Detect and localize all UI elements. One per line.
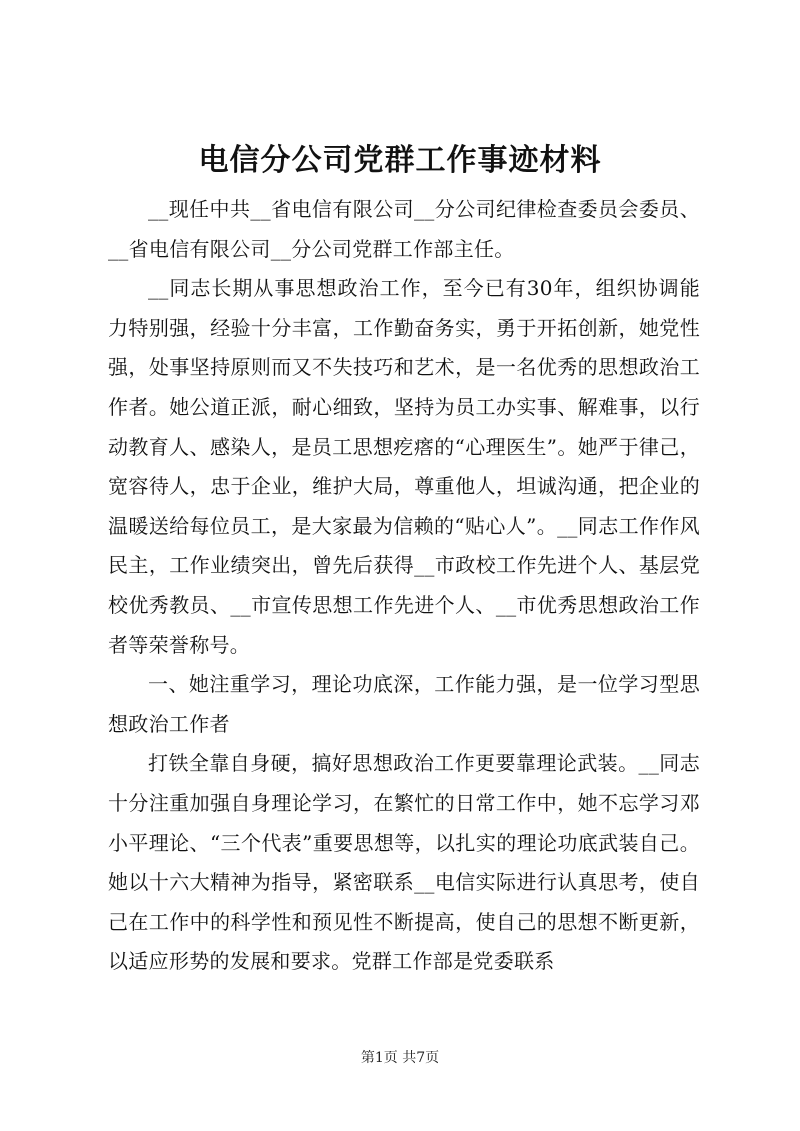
section-heading-1: 一、她注重学习，理论功底深，工作能力强，是一位学习型思想政治工作者: [108, 672, 700, 736]
document-body: [108, 190, 700, 982]
paragraph-study: 打铁全靠自身硬，搞好思想政治工作更要靠理论武装。__同志十分注重加强自身理论学习，在繁忙的日常工作中，她不忘学习邓小平理论、“三个代表”重要思想等，以扎实的理论功底武装自己。她以十六大精神为指导，紧密联系__电信实际进行认真思考，使自己在工作中的科学性和预见性不断提高，使自己的思想不断更新，以适应形势的发展和要求。党群工作部是党委联系: [108, 751, 700, 974]
paragraph-intro: __现任中共__省电信有限公司__分公司纪律检查委员会委员、__省电信有限公司__分公司党群工作部主任。: [108, 197, 700, 261]
page-footer: 第1页 共7页: [360, 1050, 440, 1066]
document-title: 电信分公司党群工作事迹材料: [198, 143, 602, 178]
paragraph-profile: __同志长期从事思想政治工作，至今已有30年，组织协调能力特别强，经验十分丰富，工作勤奋务实，勇于开拓创新，她党性强，处事坚持原则而又不失技巧和艺术，是一名优秀的思想政治工作者。她公道正派，耐心细致，坚持为员工办实事、解难事，以行动教育人、感染人，是员工思想疙瘩的“心理医生”。她严于律己，宽容待人，忠于企业，维护大局，尊重他人，坦诚沟通，把企业的温暖送给每位员工，是大家最为信赖的“贴心人”。__同志工作作风民主，工作业绩突出，曾先后获得__市政校工作先进个人、基层党校优秀教员、__市宣传思想工作先进个人、__市优秀思想政治工作者等荣誉称号。: [108, 276, 700, 657]
